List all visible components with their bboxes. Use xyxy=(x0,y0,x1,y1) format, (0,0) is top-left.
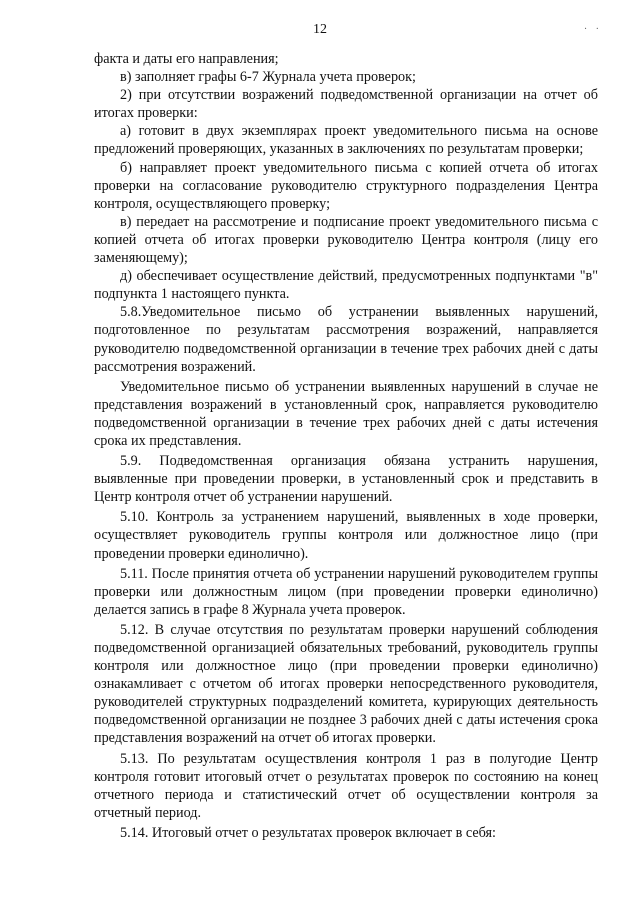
paragraph: 5.11. После принятия отчета об устранении нарушений руководителем группы проверки или должностным лицом (при проведении проверки единолично) делается запись в графе 8 Журнала учета проверок. xyxy=(94,565,598,618)
paragraph: д) обеспечивает осуществление действий, предусмотренных подпунктами "в" подпункта 1 настоящего пункта. xyxy=(94,268,598,303)
paragraph: 5.9. Подведомственная организация обязана устранить нарушения, выявленные при проведении проверки, в установленный срок и представить в Центр контроля отчет об устранении нарушений. xyxy=(94,453,598,506)
paragraph: 5.8.Уведомительное письмо об устранении выявленных нарушений, подготовленное по результатам рассмотрения возражений, направляется руководителю подведомственной организации в течение трех рабочих дней с даты рассмотрения возражений. xyxy=(94,304,598,375)
document-body xyxy=(94,50,598,842)
paragraph: в) передает на рассмотрение и подписание проект уведомительного письма с копией отчета об итогах проверки руководителю Центра контроля (лицу его заменяющему); xyxy=(94,213,598,267)
paragraph: Уведомительное письмо об устранении выявленных нарушений в случае не представления возражений в установленный срок, направляется руководителю подведомственной организации в течение трех рабочих дней с даты истечения срока их представления. xyxy=(94,378,598,449)
paragraph: 2) при отсутствии возражений подведомственной организации на отчет об итогах проверки: xyxy=(94,87,598,122)
paragraph: 5.14. Итоговый отчет о результатах проверок включает в себя: xyxy=(120,824,496,841)
paragraph: 5.13. По результатам осуществления контроля 1 раз в полугодие Центр контроля готовит итоговый отчет о результатах проверок по состоянию на конец отчетного периода и статистический отчет об осуществлении контроля за отчетный период. xyxy=(94,750,598,821)
page-number: 12 xyxy=(313,22,327,37)
corner-mark: · · xyxy=(583,24,602,35)
paragraph: 5.12. В случае отсутствия по результатам проверки нарушений соблюдения подведомственной организацией обязательных требований, руководитель группы контроля или должностное лицо (при проведении проверки единолично) ознакамливает с отчетом об итогах проверки непосредственного руководителя, руководителей структурных подразделений комитета, курирующих деятельность подведомственной организации не позднее 3 рабочих дней с даты истечения срока представления возражений на отчет об итогах проверки. xyxy=(94,621,598,747)
paragraph: б) направляет проект уведомительного письма с копией отчета об итогах проверки на согласование руководителю структурного подразделения Центра контроля, осуществляющего проверку; xyxy=(94,159,598,212)
paragraph: а) готовит в двух экземплярах проект уведомительного письма на основе предложений проверяющих, указанных в заключениях по результатам проверки; xyxy=(94,123,598,158)
paragraph: в) заполняет графы 6-7 Журнала учета проверок; xyxy=(120,69,416,86)
paragraph: 5.10. Контроль за устранением нарушений, выявленных в ходе проверки, осуществляет руководитель группы контроля или должностное лицо (при проведении проверки единолично). xyxy=(94,509,598,562)
paragraph: факта и даты его направления; xyxy=(94,51,279,67)
